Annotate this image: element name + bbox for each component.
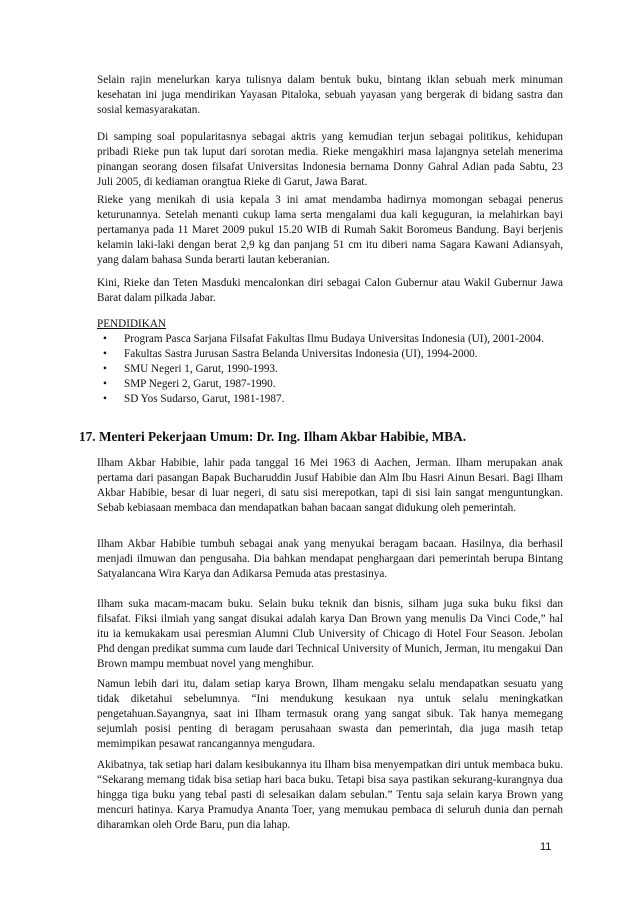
education-item <box>97 332 563 347</box>
paragraph-ilham-brown: Namun lebih dari itu, dalam setiap karya Brown, Ilham mengaku selalu mendapatkan sesuatu yang tidak diketahui sebelumnya. “Ini mendukung kesukaan nya untuk selalu meningkatkan pengetahuan.Sayangnya, saat ini Ilham termasuk orang yang sangat sibuk. Tak hanya memegang sejumlah posisi penting di beragam perusahaan swasta dan pemerintah, dia juga masih tetap memimpikan pesawat rancangannya mengudara. <box>97 678 563 750</box>
education-item-text: SMU Negeri 1, Garut, 1990-1993. <box>124 363 278 375</box>
paragraph-ilham-books: Ilham suka macam-macam buku. Selain buku teknik dan bisnis, silham juga suka buku fiksi dan filsafat. Fiksi ilmiah yang sangat disukai adalah karya Dan Brown yang menulis Da Vinci Code,” hal itu ia kemukakam usai peresmian Alumni Club University of Chicago di Hotel Four Season. Jebolan Phd dengan predikat summa cum laude dari Technical University of Munich, Jerman, itu mengakui Dan Brown mampu membuat novel yang menghibur. <box>97 598 563 670</box>
bullet-icon: • <box>103 378 107 390</box>
education-item <box>97 347 563 362</box>
paragraph-ilham-busy: Akibatnya, tak setiap hari dalam kesibukannya itu Ilham bisa menyempatkan diri untuk membaca buku. “Sekarang memang tidak bisa setiap hari baca buku. Tetapi bisa saya pastikan sekurang-kurangnya dua hingga tiga buku yang tebal pasti di selesaikan dalam sebulan.” Tentu saja selain karya Brown yang mencuri hatinya. Karya Pramudya Ananta Toer, yang memukau pembaca di seluruh dunia dan pernah diharamkan oleh Orde Baru, pun dia lahap. <box>97 759 563 831</box>
section-heading: 17. Menteri Pekerjaan Umum: Dr. Ing. Ilham Akbar Habibie, MBA. <box>79 429 467 444</box>
education-item <box>97 362 563 377</box>
bullet-icon: • <box>103 363 107 375</box>
paragraph-ilham-bio: Ilham Akbar Habibie, lahir pada tanggal 16 Mei 1963 di Aachen, Jerman. Ilham merupakan anak pertama dari pasangan Bapak Bucharuddin Jusuf Habibie dan Alm Ibu Hasri Ainun Besari. Bagi Ilham Akbar Habibie, besar di luar negeri, di satu sisi merepotkan, tapi di sisi lain sangat menguntungkan. Sebab kebiasaan membaca dan mendapatkan bahan bacaan sangat didukung oleh pemerintah. <box>97 457 563 514</box>
bullet-icon: • <box>103 333 107 345</box>
education-item-text: Program Pasca Sarjana Filsafat Fakultas Ilmu Budaya Universitas Indonesia (UI), 2001-2004. <box>124 333 545 345</box>
paragraph-marriage: Di samping soal popularitasnya sebagai aktris yang kemudian terjun sebagai politikus, kehidupan pribadi Rieke pun tak luput dari sorotan media. Rieke mengakhiri masa lajangnya setelah menerima pinangan seorang dosen filsafat Universitas Indonesia bernama Donny Gahral Adian pada Sabtu, 23 Juli 2005, di kediaman orangtua Rieke di Garut, Jawa Barat. <box>97 131 563 188</box>
bullet-icon: • <box>103 348 107 360</box>
education-item-text: SMP Negeri 2, Garut, 1987-1990. <box>124 378 276 390</box>
education-item <box>97 392 563 407</box>
paragraph-yayasan: Selain rajin menelurkan karya tulisnya dalam bentuk buku, bintang iklan sebuah merk minuman kesehatan ini juga mendirikan Yayasan Pitaloka, sebuah yayasan yang bergerak di bidang sastra dan sosial kemasyarakatan. <box>97 74 563 116</box>
education-item-text: SD Yos Sudarso, Garut, 1981-1987. <box>124 393 285 405</box>
bullet-icon: • <box>103 393 107 405</box>
education-heading: PENDIDIKAN <box>97 318 166 330</box>
paragraph-candidacy: Kini, Rieke dan Teten Masduki mencalonkan diri sebagai Calon Gubernur atau Wakil Gubernur Jawa Barat dalam pilkada Jabar. <box>97 277 563 304</box>
paragraph-ilham-reading: Ilham Akbar Habibie tumbuh sebagai anak yang menyukai beragam bacaan. Hasilnya, dia berhasil menjadi ilmuwan dan pengusaha. Dia bahkan mendapat penghargaan dari pemerintah berupa Bintang Satyalancana Wira Karya dan Adikarsa Pemuda atas prestasinya. <box>97 538 563 580</box>
paragraph-child: Rieke yang menikah di usia kepala 3 ini amat mendamba hadirnya momongan sebagai penerus keturunannya. Setelah menanti cukup lama serta mengalami dua kali keguguran, ia melahirkan bayi pertamanya pada 11 Maret 2009 pukul 15.20 WIB di Rumah Sakit Boromeus Bandung. Bayi berjenis kelamin laki-laki dengan berat 2,9 kg dan panjang 51 cm itu diberi nama Sagara Kawani Adiansyah, yang dalam bahasa Sunda berarti lautan keberanian. <box>97 194 563 266</box>
education-section <box>97 317 563 407</box>
page-number: 11 <box>540 841 552 853</box>
education-item-text: Fakultas Sastra Jurusan Sastra Belanda Universitas Indonesia (UI), 1994-2000. <box>124 348 478 360</box>
education-list <box>97 332 563 407</box>
education-item <box>97 377 563 392</box>
